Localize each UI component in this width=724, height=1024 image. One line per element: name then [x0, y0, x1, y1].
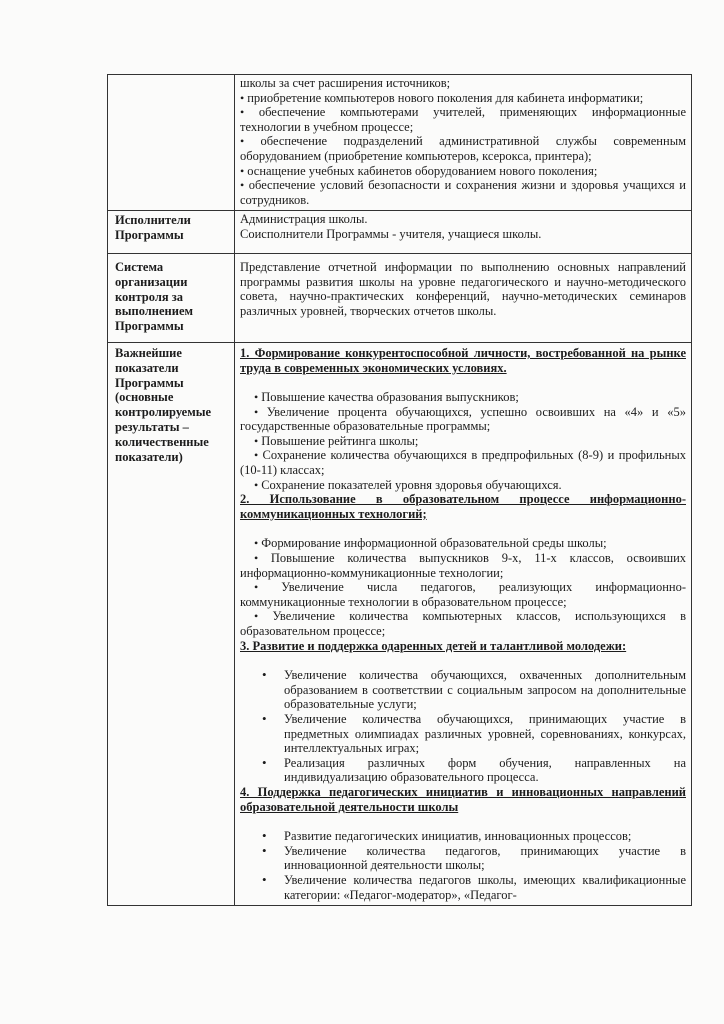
section-heading: 2. Использование в образовательном процессе информационно-коммуникационных технологий;	[240, 492, 686, 521]
list-item: • Формирование информационной образовательной среды школы;	[240, 536, 686, 551]
text-line: Администрация школы.	[240, 212, 368, 227]
paragraph: Представление отчетной информации по выполнению основных направлений программы развития школы на уровне педагогического и научно-методического совета, научно-практических конференций, научно-методических семинаров различных уровней, творческих отчетов школы.	[240, 259, 686, 318]
program-table	[107, 74, 692, 906]
content-cell	[235, 342, 692, 905]
row-label: Важнейшие показатели Программы (основные контролируемые результаты – количественные показатели)	[115, 345, 212, 464]
list-item: • Увеличение количества обучающихся, охваченных дополнительным образованием в соответствии с социальным запросом на дополнительные образовательные услуги;	[240, 668, 686, 712]
list-item: • обеспечение подразделений административной службы современным оборудованием (приобретение компьютеров, ксерокса, принтера);	[240, 134, 686, 163]
label-cell	[108, 75, 235, 211]
list-item: • Повышение количества выпускников 9-х, 11-х классов, освоивших информационно-коммуникационные технологии;	[240, 551, 686, 580]
document-page	[107, 74, 689, 906]
content-cell	[235, 211, 692, 254]
list-item: • Увеличение процента обучающихся, успешно освоивших на «4» и «5» государственные образовательные программы;	[240, 405, 686, 434]
text-line: школы за счет расширения источников;	[240, 76, 451, 90]
list-item: • Увеличение количества педагогов школы, имеющих квалификационные категории: «Педагог-модератор», «Педагог-	[240, 873, 686, 902]
list-item: • Увеличение числа педагогов, реализующих информационно-коммуникационные технологии в образовательном процессе;	[240, 580, 686, 609]
list-item: • Увеличение количества педагогов, принимающих участие в инновационной деятельности школы;	[240, 844, 686, 873]
text-line: Соисполнители Программы - учителя, учащиеся школы.	[240, 226, 542, 241]
list-item: • Повышение качества образования выпускников;	[240, 390, 686, 405]
content-cell	[235, 253, 692, 342]
list-item: • Развитие педагогических инициатив, инновационных процессов;	[240, 829, 686, 844]
label-cell	[108, 342, 235, 905]
list-item: • Сохранение количества обучающихся в предпрофильных (8-9) и профильных (10-11) классах;	[240, 448, 686, 477]
list-item: • Повышение рейтинга школы;	[240, 434, 686, 449]
label-cell	[108, 211, 235, 254]
table-row	[108, 75, 692, 211]
table-row	[108, 253, 692, 342]
label-cell	[108, 253, 235, 342]
section-heading: 4. Поддержка педагогических инициатив и инновационных направлений образовательной деятельности школы	[240, 784, 686, 814]
section-heading: 3. Развитие и поддержка одаренных детей и талантливой молодежи:	[240, 638, 627, 653]
list-item: • Сохранение показателей уровня здоровья обучающихся.	[240, 478, 686, 493]
list-item: • обеспечение компьютерами учителей, применяющих информационные технологии в учебном процессе;	[240, 105, 686, 134]
row-label: Исполнители Программы	[115, 213, 191, 243]
list-item: • обеспечение условий безопасности и сохранения жизни и здоровья учащихся и сотрудников.	[240, 178, 686, 207]
table-row	[108, 211, 692, 254]
list-item: • Реализация различных форм обучения, направленных на индивидуализацию образовательного процесса.	[240, 756, 686, 785]
list-item: • Увеличение количества компьютерных классов, использующихся в образовательном процессе;	[240, 609, 686, 638]
row-label: Система организации контроля за выполнением Программы	[115, 259, 194, 334]
section-heading: 1. Формирование конкурентоспособной личности, востребованной на рынке труда в современных экономических условиях.	[240, 345, 686, 375]
list-item: • приобретение компьютеров нового поколения для кабинета информатики;	[240, 91, 686, 106]
table-row	[108, 342, 692, 905]
list-item: • Увеличение количества обучающихся, принимающих участие в предметных олимпиадах различных уровней, соревнованиях, конкурсах, интеллектуальных играх;	[240, 712, 686, 756]
content-cell	[235, 75, 692, 211]
list-item: • оснащение учебных кабинетов оборудованием нового поколения;	[240, 164, 686, 179]
